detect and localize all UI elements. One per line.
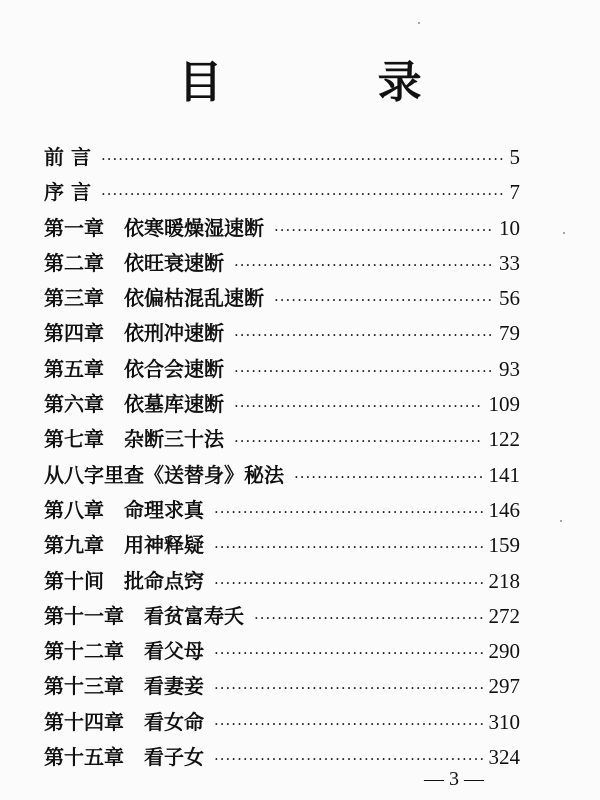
toc-entry-page-number: 141 — [488, 462, 520, 487]
toc-entry — [44, 528, 520, 563]
scan-speck — [418, 22, 420, 24]
toc-entry — [44, 493, 520, 528]
dot-leader — [214, 495, 483, 530]
dot-leader — [101, 142, 504, 177]
toc-entry — [44, 564, 520, 599]
toc-entry-label: 第六章 依墓库速断 — [44, 392, 224, 417]
toc-entry-label: 第十三章 看妻妾 — [44, 674, 204, 699]
toc-entry-label: 第十二章 看父母 — [44, 639, 204, 664]
toc-entry-page-number: 122 — [488, 427, 520, 452]
toc-entry-label: 第十一章 看贫富寿夭 — [44, 603, 244, 628]
toc-entry — [44, 316, 520, 351]
dot-leader — [274, 283, 493, 318]
toc-entry-page-number: 33 — [499, 250, 520, 275]
toc-entry-page-number: 10 — [499, 215, 520, 240]
toc-entry-label: 第八章 命理求真 — [44, 497, 204, 522]
toc-entry — [44, 352, 520, 387]
dot-leader — [214, 530, 483, 565]
toc-entry-page-number: 218 — [488, 568, 520, 593]
dot-leader — [101, 177, 504, 212]
toc-entry-page-number: 5 — [509, 145, 520, 169]
toc-entry-page-number: 109 — [488, 392, 520, 417]
toc-entry-label: 从八字里查《送替身》秘法 — [44, 462, 284, 487]
toc-entry-label: 前 言 — [44, 145, 91, 169]
toc-entry-label: 第三章 依偏枯混乱速断 — [44, 286, 264, 311]
toc-entry-label: 第十四章 看女命 — [44, 709, 204, 734]
dot-leader — [234, 354, 493, 389]
toc-entry-page-number: 324 — [488, 745, 520, 770]
toc-entry — [44, 669, 520, 704]
table-of-contents — [44, 140, 520, 775]
toc-entry-page-number: 93 — [499, 356, 520, 381]
dot-leader — [234, 248, 493, 283]
dot-leader — [234, 318, 493, 353]
dot-leader — [234, 424, 483, 459]
toc-entry-page-number: 310 — [488, 709, 520, 734]
dot-leader — [274, 213, 493, 248]
toc-entry — [44, 246, 520, 281]
toc-entry — [44, 422, 520, 457]
dot-leader — [234, 389, 483, 424]
page-title: 目 录 — [178, 57, 492, 108]
dot-leader — [214, 707, 483, 742]
toc-entry — [44, 211, 520, 246]
dot-leader — [214, 636, 483, 671]
toc-entry-label: 第五章 依合会速断 — [44, 356, 224, 381]
scan-speck — [560, 520, 562, 522]
toc-entry-page-number: 7 — [509, 180, 520, 205]
toc-entry — [44, 140, 520, 175]
toc-entry-label: 第二章 依旺衰速断 — [44, 250, 224, 275]
toc-entry-page-number: 272 — [488, 603, 520, 628]
dot-leader — [254, 601, 483, 636]
dot-leader — [294, 460, 483, 495]
toc-entry-page-number: 79 — [499, 321, 520, 346]
toc-entry-label: 第十间 批命点窍 — [44, 568, 204, 593]
toc-entry — [44, 599, 520, 634]
dot-leader — [214, 566, 483, 601]
page-number-footer: — 3 — — [424, 768, 484, 790]
toc-entry-label: 第一章 依寒暖燥湿速断 — [44, 215, 264, 240]
toc-entry — [44, 175, 520, 210]
toc-entry — [44, 705, 520, 740]
toc-entry-label: 第十五章 看子女 — [44, 745, 204, 770]
toc-entry-page-number: 56 — [499, 286, 520, 311]
toc-entry-page-number: 290 — [488, 639, 520, 664]
dot-leader — [214, 671, 483, 706]
scan-speck — [563, 232, 565, 234]
toc-entry-page-number: 297 — [488, 674, 520, 699]
toc-entry — [44, 458, 520, 493]
toc-entry — [44, 634, 520, 669]
toc-entry-label: 第四章 依刑冲速断 — [44, 321, 224, 346]
toc-entry-label: 第七章 杂断三十法 — [44, 427, 224, 452]
toc-entry — [44, 281, 520, 316]
toc-entry-label: 第九章 用神释疑 — [44, 533, 204, 558]
toc-entry — [44, 387, 520, 422]
toc-entry-label: 序 言 — [44, 180, 91, 205]
toc-entry-page-number: 159 — [488, 533, 520, 558]
toc-entry-page-number: 146 — [488, 497, 520, 522]
